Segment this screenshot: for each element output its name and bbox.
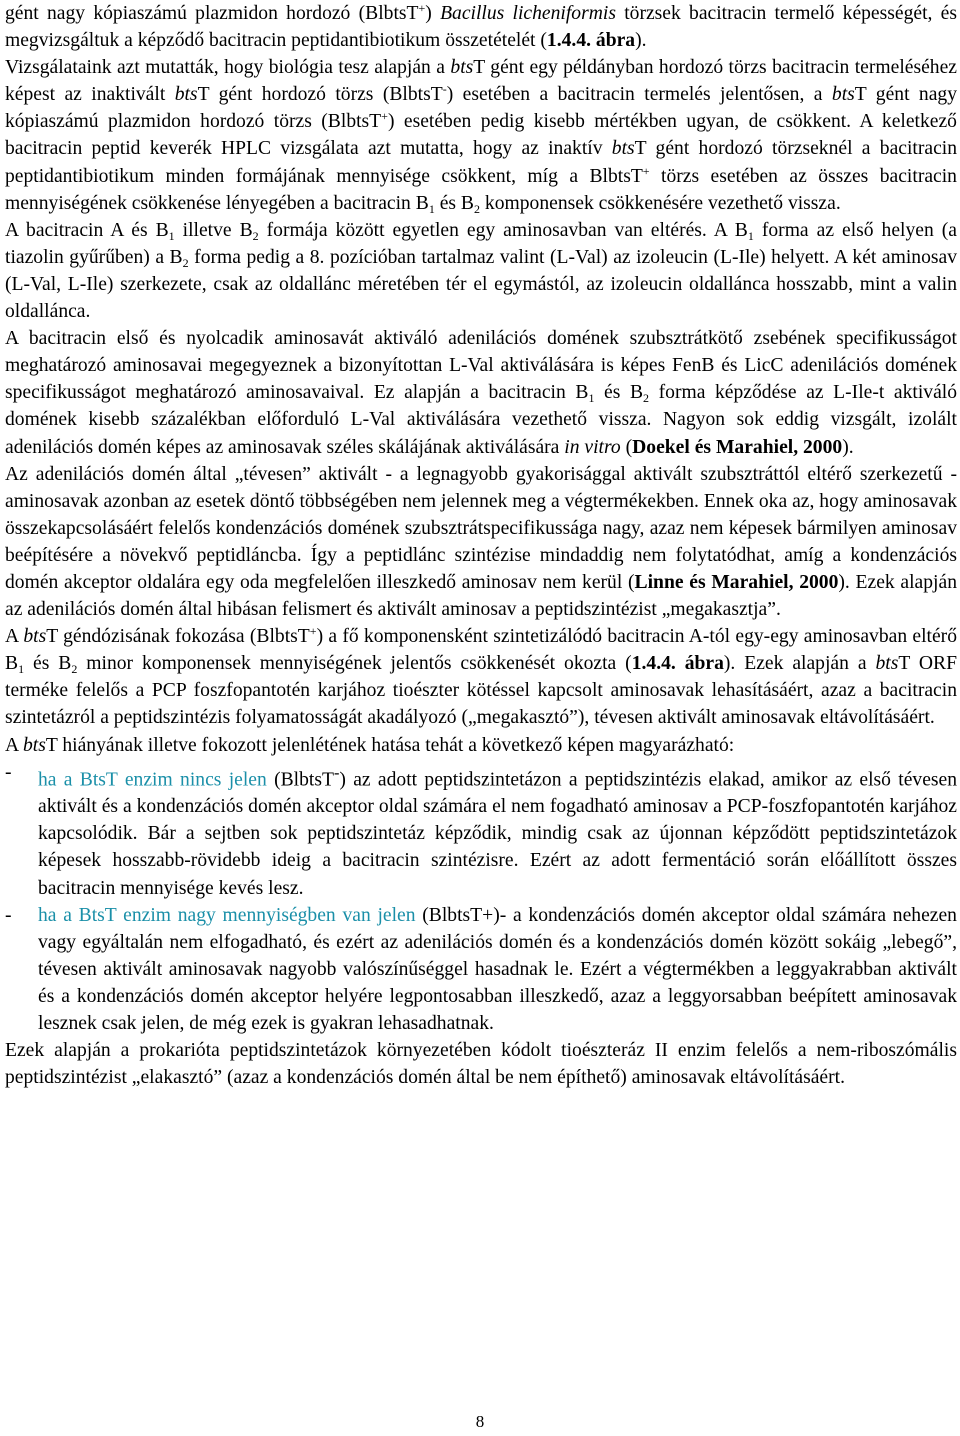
- species-name: Bacillus licheniformis: [440, 3, 616, 24]
- subscript: 2: [252, 228, 259, 243]
- list-item: [5, 759, 957, 902]
- paragraph-8: Ezek alapján a prokarióta peptidszintetázok környezetében kódolt tioészteráz II enzim felelős a nem-riboszómális peptidszintézist „elakasztó” (azaz a kondenzációs domén által be nem építhető) aminosavak eltávolításáért.: [5, 1040, 957, 1089]
- text-segment: Vizsgálataink azt mutatták, hogy biológia tesz alapján a: [5, 57, 451, 79]
- gene-name: bts: [611, 138, 635, 160]
- text-segment: ) a fő komponensként szintetizálódó bacitracin A-tól egy-egy aminosavban eltérő B: [5, 626, 958, 675]
- paragraph-1: [5, 0, 957, 54]
- subscript: 1: [18, 662, 25, 677]
- text-segment: ).: [842, 436, 854, 458]
- paragraph-5: [5, 461, 957, 624]
- subscript: 1: [588, 391, 595, 406]
- subscript: 1: [747, 228, 754, 243]
- paragraph-3: [5, 217, 957, 325]
- subscript: 2: [182, 255, 189, 270]
- superscript: -: [442, 82, 447, 97]
- gene-name: bts: [23, 626, 47, 648]
- text-segment: (BlbtsT: [266, 769, 334, 791]
- text-segment: Az adenilációs domén által „tévesen” aktivált - a legnagyobb gyakorisággal aktivált szubsztráttól eltérő szerkezetű - aminosavak azonban az esetek döntő többségében nem jelennek meg a végtermékekben. Ennek oka az, hogy aminosavak összekapcsolásáért felelős kondenzációs domének szubsztrátspecifikussága nagy, azaz nem képesek bármilyen aminosav beépítésére a növekvő peptidláncba. Így a peptidlánc szintézise mindaddig nem folytatódhat, amíg a kondenzációs domén akceptor oldalára egy oda megfelelően illeszkedő aminosav nem kerül (: [5, 463, 957, 593]
- highlighted-phrase: ha a BtsT enzim nagy mennyiségben van jelen: [38, 904, 416, 926]
- text-segment: forma az első helyen (a tiazolin gyűrűben) a B: [5, 219, 957, 268]
- text-segment: ). Ezek alapján a: [723, 653, 876, 675]
- gene-name: bts: [174, 84, 198, 106]
- text-segment: ) az adott peptidszintetázon a peptidszintézis elakad, amikor az első tévesen aktivált és a kondenzációs domén akceptor oldal számára el nem fogadható aminosav a PCP-foszfopantotén karjához kapcsolódik. Bár a sejtben sok peptidszintetáz képződik, mindig csak az újonnan képződött peptidszintetázok képesek hosszabb-rövidebb ideig a bacitracin szintézisre. Ezért az adott fermentáció során előállított összes bacitracin mennyisége kevés lesz.: [38, 769, 958, 899]
- superscript: +: [642, 163, 650, 178]
- text-segment: forma képződése az L-Ile-t aktiváló domének kisebb százalékban előforduló L-Val aktiválására vezethető vissza. Nagyon sok eddig vizsgált, izolált adenilációs domén képes az aminosavak széles skálájának aktiválására: [5, 382, 958, 458]
- subscript: 2: [643, 391, 650, 406]
- paragraph-7: [5, 732, 957, 759]
- gene-name: bts: [831, 84, 855, 106]
- text-segment: A: [5, 734, 23, 756]
- gene-name: bts: [875, 653, 899, 675]
- text-segment: T hiányának illetve fokozott jelenlétének hatása tehát a következő képen magyarázható:: [45, 734, 735, 756]
- superscript: +: [418, 1, 426, 15]
- subscript: 1: [428, 201, 435, 216]
- text-segment: minor komponensek mennyiségének jelentős csökkenését okozta (: [77, 653, 632, 675]
- list-dash: -: [5, 904, 12, 926]
- citation: Linne és Marahiel, 2000: [634, 571, 839, 593]
- superscript: +: [381, 109, 388, 124]
- citation: Doekel és Marahiel, 2000: [632, 436, 843, 458]
- text-segment: ) esetében pedig kisebb mértékben ugyan, de csökkent. A keletkező bacitracin peptid keverék HPLC vizsgálata azt mutatta, hogy az inaktív: [5, 111, 957, 160]
- text-segment: T gént egy példányban hordozó törzs bacitracin termeléséhez képest az inaktivált: [5, 57, 957, 106]
- text-segment: (: [620, 436, 633, 458]
- superscript: +: [309, 624, 317, 639]
- text-segment: T géndózisának fokozása (BlbtsT: [46, 626, 310, 648]
- text-segment: ) esetében a bacitracin termelés jelentősen, a: [446, 84, 832, 106]
- text-segment: A: [5, 626, 24, 648]
- text-segment: forma pedig a 8. pozícióban tartalmaz valint (L-Val) az izoleucin (L-Ile) helyett. A két aminosav (L-Val, L-Ile) szerkezete, csak az oldallánc méretében tér el egymástól, az izoleucin oldallánca hosszabb, mint a valin oldallánca.: [5, 246, 957, 323]
- list-item: [5, 902, 957, 1037]
- text-segment: törzs esetében az összes bacitracin mennyiségének csökkenése lényegében a bacitracin B: [5, 165, 957, 214]
- text-segment: törzsek bacitracin termelő képességét, és megvizsgáltuk a képződő bacitracin peptidantibiotikum összetételét (: [5, 3, 957, 52]
- text-segment: (BlbtsT+)- a kondenzációs domén akceptor oldal számára nehezen vagy egyáltalán nem elfogadható, és ezért az adenilációs domén és a kondenzációs domén között sokáig „lebegő”, tévesen aktivált aminosavak nagyobb valószínűséggel hasadnak le. Ezért a végtermékben a leggyakrabban aktivált és a kondenzációs domén akceptor helyére legpontosabban illeszkedő, azaz a leggyorsabban beépített aminosavak lesznek csak jelen, de még ezek is gyakran lehasadhatnak.: [38, 904, 957, 1034]
- figure-reference: 1.4.4. ábra: [631, 653, 724, 675]
- document-page: [5, 0, 957, 1091]
- gene-name: bts: [22, 734, 46, 756]
- text-segment: T ORF terméke felelős a PCP foszfopantotén karjához tioészter kötéssel kapcsolt aminosavak lehasításáért, azaz a bacitracin szintetázról a peptidszintézis folyamatosságát akadályozó („megakasztó”), tévesen aktivált aminosavak eltávolításáért.: [5, 653, 958, 729]
- superscript: -: [333, 762, 340, 782]
- page-number: 8: [475, 1412, 485, 1431]
- text-segment: és B: [434, 192, 474, 214]
- subscript: 2: [71, 662, 78, 677]
- text-segment: T gént hordozó törzs (BlbtsT: [197, 84, 443, 106]
- text-segment: és B: [24, 653, 72, 675]
- text-segment: A bacitracin első és nyolcadik aminosavát aktiváló adenilációs domének szubsztrátkötő zsebének specifikusságot meghatározó aminosavai megegyeznek a bizonyítottan L-Val aktiválására is képes FenB és LicC adenilációs domének specifikusságot meghatározó aminosavaival. Ez alapján a bacitracin B: [5, 328, 957, 404]
- text-segment: A bacitracin A és B: [5, 219, 169, 241]
- subscript: 2: [474, 201, 480, 216]
- effects-list: [5, 759, 957, 1037]
- subscript: 1: [168, 228, 175, 243]
- gene-name: bts: [450, 57, 474, 79]
- figure-reference: 1.4.4. ábra: [546, 30, 636, 52]
- text-segment: ). Ezek alapján az adenilációs domén által hibásan felismert és aktivált aminosav a peptidszintézist „megakasztja”.: [5, 571, 957, 621]
- list-dash: -: [5, 761, 12, 783]
- paragraph-6: [5, 623, 957, 731]
- text-segment: gént nagy kópiaszámú plazmidon hordozó (BlbtsT: [5, 3, 419, 24]
- paragraph-4: [5, 325, 957, 460]
- text-segment: T gént hordozó törzseknél a bacitracin peptidantibiotikum minden formájának mennyisége csökkent, míg a BlbtsT: [5, 138, 958, 187]
- text-segment: és B: [594, 382, 644, 404]
- text-segment: ): [425, 3, 441, 24]
- text-segment: ).: [635, 30, 647, 52]
- text-segment: formája között egyetlen egy aminosavban van eltérés. A B: [258, 219, 748, 241]
- highlighted-phrase: ha a BtsT enzim nincs jelen: [38, 769, 267, 791]
- paragraph-2: [5, 54, 957, 217]
- text-segment: T gént nagy kópiaszámú plazmidon hordozó törzs (BlbtsT: [5, 84, 958, 133]
- text-segment: komponensek csökkenésére vezethető vissza.: [480, 192, 841, 214]
- latin-term: in vitro: [564, 436, 621, 458]
- text-segment: illetve B: [174, 219, 253, 241]
